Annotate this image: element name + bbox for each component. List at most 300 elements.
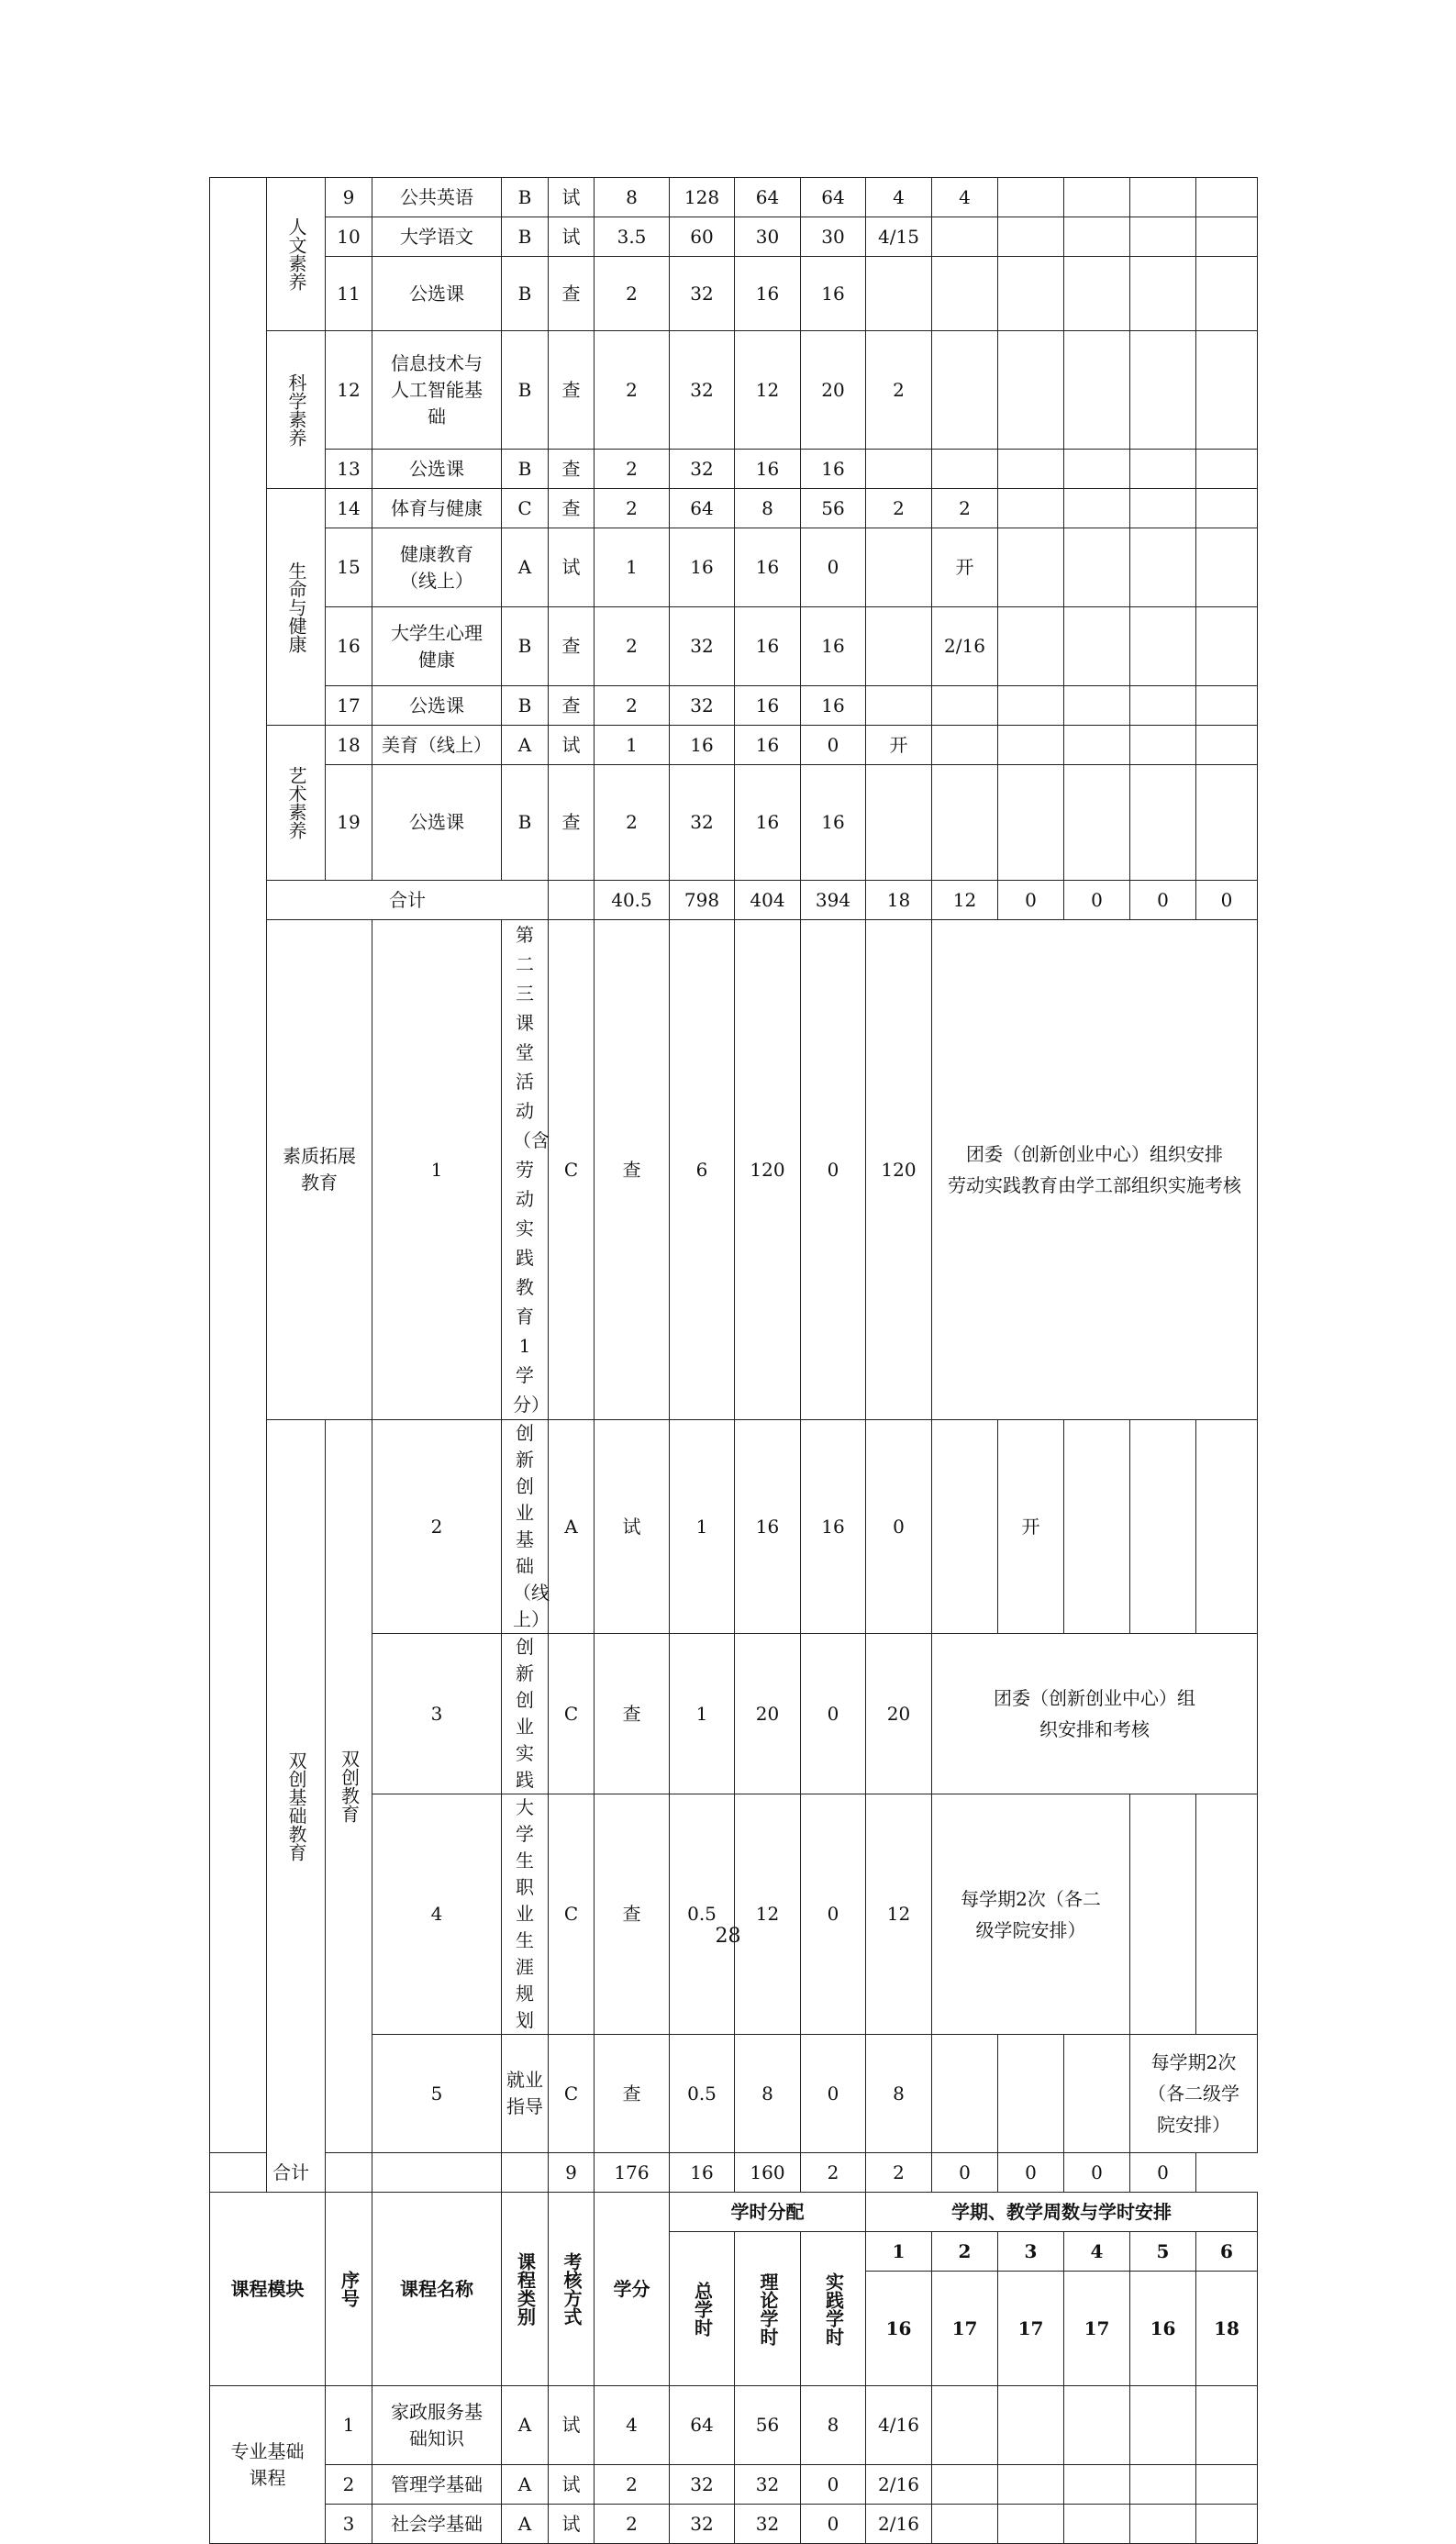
semester-4-hours — [1064, 450, 1130, 489]
course-name: 公选课 — [372, 257, 502, 331]
course-theory-hours: 30 — [735, 217, 801, 257]
course-practice-hours: 16 — [801, 450, 866, 489]
course-credit: 1 — [670, 1634, 735, 1794]
course-practice-hours: 16 — [801, 607, 866, 686]
table-row — [210, 1420, 1258, 1634]
header-practice-hours: 实践学时 — [801, 2232, 866, 2386]
course-total-hours: 32 — [670, 765, 735, 881]
course-exam: 试 — [549, 2465, 595, 2505]
course-total-hours: 120 — [735, 920, 801, 1420]
course-practice-hours: 0 — [801, 2505, 866, 2544]
course-credit: 2 — [595, 686, 670, 726]
course-no: 17 — [326, 686, 372, 726]
course-no: 2 — [372, 1420, 502, 1634]
semester-2-hours: 2 — [932, 489, 998, 528]
course-type: A — [549, 1420, 595, 1634]
course-no: 2 — [326, 2465, 372, 2505]
header-semester-number: 2 — [932, 2232, 998, 2272]
header-module: 课程模块 — [210, 2193, 326, 2386]
course-name: 体育与健康 — [372, 489, 502, 528]
subtotal-semester-3: 0 — [932, 2153, 998, 2193]
course-total-hours: 32 — [670, 450, 735, 489]
course-total-hours: 32 — [670, 2465, 735, 2505]
course-credit: 2 — [595, 765, 670, 881]
course-name: 管理学基础 — [372, 2465, 502, 2505]
subtotal-semester-4: 0 — [998, 2153, 1064, 2193]
course-practice-hours: 16 — [801, 765, 866, 881]
semester-2-hours: 4 — [932, 178, 998, 217]
table-row — [210, 607, 1258, 686]
semester-1-hours: 开 — [866, 726, 932, 765]
header-semester-number: 1 — [866, 2232, 932, 2272]
group-label-dual-module: 双创基础教育 — [267, 1420, 326, 2193]
course-theory-hours: 16 — [735, 450, 801, 489]
course-practice-hours: 16 — [801, 257, 866, 331]
semester-3-hours — [998, 257, 1064, 331]
semester-6-hours — [1196, 450, 1258, 489]
semester-1-hours — [866, 528, 932, 607]
arrangement-note: 团委（创新创业中心）组织安排和考核 — [932, 1634, 1258, 1794]
course-theory-hours: 0 — [801, 2035, 866, 2153]
subtotal-credit: 40.5 — [595, 881, 670, 920]
semester-5-hours — [1130, 331, 1196, 450]
subtotal-semester-3: 0 — [998, 881, 1064, 920]
module-cell-blank — [210, 178, 267, 2153]
course-no: 14 — [326, 489, 372, 528]
semester-1-hours — [866, 765, 932, 881]
semester-3-hours — [998, 450, 1064, 489]
semester-5-hours — [1130, 489, 1196, 528]
header-theory-hours: 理论学时 — [735, 2232, 801, 2386]
course-theory-hours: 16 — [735, 726, 801, 765]
semester-2-hours — [932, 686, 998, 726]
course-total-hours: 32 — [670, 686, 735, 726]
subtotal-total-hours: 798 — [670, 881, 735, 920]
header-no: 序号 — [326, 2193, 372, 2386]
group-label-quality: 素质拓展教育 — [267, 920, 372, 1420]
course-exam: 查 — [549, 257, 595, 331]
course-no: 19 — [326, 765, 372, 881]
course-type: B — [502, 257, 549, 331]
subtotal-empty — [502, 2153, 549, 2193]
semester-6-hours — [1196, 528, 1258, 607]
course-no: 16 — [326, 607, 372, 686]
header-semester-number: 6 — [1196, 2232, 1258, 2272]
header-teaching-weeks: 17 — [998, 2272, 1064, 2386]
table-row — [210, 686, 1258, 726]
semester-1-hours: 2 — [866, 489, 932, 528]
course-type: B — [502, 178, 549, 217]
course-type: B — [502, 450, 549, 489]
semester-4-hours — [1064, 257, 1130, 331]
semester-6-hours — [1196, 2386, 1258, 2465]
group-label-life-health: 生命与健康 — [267, 489, 326, 726]
semester-2-hours — [932, 2465, 998, 2505]
table-row — [210, 257, 1258, 331]
course-theory-hours: 0 — [801, 920, 866, 1420]
course-type: A — [502, 2386, 549, 2465]
course-total-hours: 32 — [670, 257, 735, 331]
course-exam: 查 — [549, 450, 595, 489]
table-row — [210, 765, 1258, 881]
table-row — [210, 920, 1258, 1420]
semester-6-hours — [1196, 765, 1258, 881]
course-practice-hours: 16 — [801, 686, 866, 726]
group-label-dual-education: 双创教育 — [326, 1420, 372, 2153]
semester-4-hours — [1130, 1420, 1196, 1634]
course-credit: 0.5 — [670, 2035, 735, 2153]
course-type: A — [502, 2465, 549, 2505]
header-hours: 学时分配 — [670, 2193, 866, 2232]
semester-6-hours — [1196, 607, 1258, 686]
semester-6-hours — [1196, 489, 1258, 528]
subtotal-semester-5: 0 — [1064, 2153, 1130, 2193]
semester-6-hours — [1196, 331, 1258, 450]
subtotal-practice-hours: 394 — [801, 881, 866, 920]
semester-3-hours — [998, 607, 1064, 686]
course-credit: 2 — [595, 607, 670, 686]
semester-5-hours — [1130, 450, 1196, 489]
subtotal-practice-hours: 160 — [735, 2153, 801, 2193]
course-total-hours: 32 — [670, 607, 735, 686]
course-type: C — [549, 2035, 595, 2153]
course-total-hours: 12 — [735, 1794, 801, 2035]
course-practice-hours: 20 — [801, 331, 866, 450]
course-no: 1 — [372, 920, 502, 1420]
arrangement-note-line: 团委（创新创业中心）组织安排 — [966, 1143, 1223, 1165]
semester-1-hours: 4/15 — [866, 217, 932, 257]
semester-5-hours — [1196, 1420, 1258, 1634]
semester-2-hours: 开 — [998, 1420, 1064, 1634]
course-theory-hours: 32 — [735, 2465, 801, 2505]
semester-6-hours — [1196, 726, 1258, 765]
semester-4-hours — [1064, 331, 1130, 450]
course-exam: 查 — [549, 607, 595, 686]
subtotal-label: 合计 — [267, 881, 549, 920]
table-row — [210, 217, 1258, 257]
course-name: 大学语文 — [372, 217, 502, 257]
semester-3-hours — [1064, 1420, 1130, 1634]
course-no: 11 — [326, 257, 372, 331]
course-type: B — [502, 765, 549, 881]
course-total-hours: 16 — [670, 726, 735, 765]
table-row — [210, 528, 1258, 607]
header-course-name: 课程名称 — [372, 2193, 502, 2386]
course-theory-hours: 32 — [735, 2505, 801, 2544]
course-no: 18 — [326, 726, 372, 765]
course-exam: 试 — [549, 726, 595, 765]
course-name: 第二三课堂活动（含劳动实践教育1学分） — [502, 920, 549, 1420]
header-teaching-weeks: 17 — [932, 2272, 998, 2386]
course-theory-hours: 64 — [735, 178, 801, 217]
semester-5-hours — [1130, 257, 1196, 331]
semester-2-hours — [932, 217, 998, 257]
course-total-hours: 16 — [735, 1420, 801, 1634]
course-name: 大学生职业生涯规划 — [502, 1794, 549, 2035]
header-teaching-weeks: 17 — [1064, 2272, 1130, 2386]
course-theory-hours: 16 — [735, 528, 801, 607]
course-credit: 8 — [595, 178, 670, 217]
course-name: 就业指导 — [502, 2035, 549, 2153]
table-row — [210, 178, 1258, 217]
course-credit: 2 — [595, 489, 670, 528]
semester-4-hours — [1064, 489, 1130, 528]
semester-3-hours — [998, 178, 1064, 217]
course-credit: 1 — [595, 726, 670, 765]
semester-2-hours — [932, 257, 998, 331]
subtotal-row — [210, 2153, 1258, 2193]
semester-5-hours — [1130, 765, 1196, 881]
course-practice-hours: 120 — [866, 920, 932, 1420]
course-total-hours: 8 — [735, 2035, 801, 2153]
header-semester-number: 3 — [998, 2232, 1064, 2272]
header-teaching-weeks: 16 — [866, 2272, 932, 2386]
semester-3-hours — [998, 686, 1064, 726]
course-credit: 6 — [670, 920, 735, 1420]
course-exam: 查 — [595, 2035, 670, 2153]
course-no: 3 — [326, 2505, 372, 2544]
course-name: 健康教育（线上） — [372, 528, 502, 607]
arrangement-note — [932, 920, 1258, 1420]
course-type: C — [502, 489, 549, 528]
course-exam: 试 — [549, 178, 595, 217]
course-exam: 试 — [549, 2505, 595, 2544]
course-practice-hours: 0 — [801, 726, 866, 765]
subtotal-total-hours: 176 — [595, 2153, 670, 2193]
semester-2-hours — [932, 450, 998, 489]
semester-4-hours — [1064, 686, 1130, 726]
course-theory-hours: 16 — [735, 765, 801, 881]
course-total-hours: 32 — [670, 2505, 735, 2544]
course-exam: 查 — [549, 686, 595, 726]
semester-3-hours — [998, 2465, 1064, 2505]
semester-1-hours — [866, 450, 932, 489]
semester-2-hours: 2/16 — [932, 607, 998, 686]
subtotal-semester-1: 18 — [866, 881, 932, 920]
semester-5-hours — [1130, 686, 1196, 726]
arrangement-note: 每学期2次（各二级学院安排） — [1130, 2035, 1258, 2153]
table-row — [210, 2465, 1258, 2505]
course-type: C — [549, 1794, 595, 2035]
header-course-type: 课程类别 — [502, 2193, 549, 2386]
header-credit: 学分 — [595, 2193, 670, 2386]
semester-5-hours — [1130, 607, 1196, 686]
subtotal-theory-hours: 16 — [670, 2153, 735, 2193]
semester-6-hours — [1196, 2465, 1258, 2505]
header-exam-method: 考核方式 — [549, 2193, 595, 2386]
course-credit: 2 — [595, 2505, 670, 2544]
semester-6-hours — [1196, 686, 1258, 726]
course-no: 5 — [372, 2035, 502, 2153]
semester-1-hours: 2/16 — [866, 2505, 932, 2544]
semester-4-hours — [1064, 217, 1130, 257]
course-name: 大学生心理健康 — [372, 607, 502, 686]
course-name: 公选课 — [372, 450, 502, 489]
course-credit: 1 — [595, 528, 670, 607]
course-practice-hours: 8 — [866, 2035, 932, 2153]
course-name: 创新创业基础（线上） — [502, 1420, 549, 1634]
semester-4-hours — [1064, 528, 1130, 607]
semester-6-hours — [1196, 2505, 1258, 2544]
semester-4-hours — [1130, 1794, 1196, 2035]
course-practice-hours: 0 — [801, 2465, 866, 2505]
semester-3-hours — [998, 765, 1064, 881]
semester-5-hours — [1130, 528, 1196, 607]
course-theory-hours: 0 — [801, 1634, 866, 1794]
semester-2-hours — [932, 2505, 998, 2544]
group-label-humanities: 人文素养 — [267, 178, 326, 331]
semester-5-hours — [1130, 726, 1196, 765]
course-type: A — [502, 528, 549, 607]
semester-4-hours — [1064, 607, 1130, 686]
course-total-hours: 60 — [670, 217, 735, 257]
semester-2-hours — [932, 765, 998, 881]
semester-1-hours — [932, 2035, 998, 2153]
semester-4-hours — [1064, 2465, 1130, 2505]
curriculum-table — [209, 177, 1258, 2544]
course-name: 公选课 — [372, 765, 502, 881]
course-type: B — [502, 686, 549, 726]
course-type: B — [502, 607, 549, 686]
semester-6-hours — [1196, 178, 1258, 217]
subtotal-semester-1: 2 — [801, 2153, 866, 2193]
semester-2-hours: 开 — [932, 528, 998, 607]
table-row — [210, 2386, 1258, 2465]
subtotal-semester-6: 0 — [1196, 881, 1258, 920]
semester-3-hours — [998, 2386, 1064, 2465]
subtotal-semester-2: 12 — [932, 881, 998, 920]
course-credit: 3.5 — [595, 217, 670, 257]
semester-6-hours — [1196, 217, 1258, 257]
header-semester: 学期、教学周数与学时安排 — [866, 2193, 1258, 2232]
semester-4-hours — [1064, 178, 1130, 217]
semester-5-hours — [1130, 2505, 1196, 2544]
subtotal-empty — [372, 2153, 502, 2193]
subtotal-label: 合计 — [210, 2153, 372, 2193]
course-name: 信息技术与人工智能基础 — [372, 331, 502, 450]
course-name: 公共英语 — [372, 178, 502, 217]
semester-3-hours — [998, 489, 1064, 528]
arrangement-note: 每学期2次（各二级学院安排） — [932, 1794, 1130, 2035]
semester-2-hours — [932, 331, 998, 450]
course-credit: 2 — [595, 450, 670, 489]
semester-5-hours — [1130, 2465, 1196, 2505]
course-credit: 1 — [670, 1420, 735, 1634]
course-exam: 查 — [595, 1794, 670, 2035]
course-practice-hours: 56 — [801, 489, 866, 528]
course-type: A — [502, 2505, 549, 2544]
course-theory-hours: 56 — [735, 2386, 801, 2465]
course-exam: 试 — [549, 528, 595, 607]
course-exam: 试 — [595, 1420, 670, 1634]
semester-4-hours — [1064, 765, 1130, 881]
semester-4-hours — [1064, 2505, 1130, 2544]
header-semester-number: 5 — [1130, 2232, 1196, 2272]
course-name: 公选课 — [372, 686, 502, 726]
semester-5-hours — [1130, 217, 1196, 257]
semester-3-hours — [1064, 2035, 1130, 2153]
header-teaching-weeks: 16 — [1130, 2272, 1196, 2386]
semester-1-hours — [866, 257, 932, 331]
course-practice-hours: 8 — [801, 2386, 866, 2465]
subtotal-empty — [549, 881, 595, 920]
group-label-science: 科学素养 — [267, 331, 326, 489]
semester-5-hours — [1130, 178, 1196, 217]
course-name: 家政服务基础知识 — [372, 2386, 502, 2465]
header-semester-number: 4 — [1064, 2232, 1130, 2272]
course-credit: 0.5 — [670, 1794, 735, 2035]
course-theory-hours: 12 — [735, 331, 801, 450]
course-exam: 查 — [549, 489, 595, 528]
semester-2-hours — [932, 2386, 998, 2465]
semester-1-hours — [866, 607, 932, 686]
course-total-hours: 64 — [670, 489, 735, 528]
semester-3-hours — [998, 528, 1064, 607]
course-practice-hours: 30 — [801, 217, 866, 257]
course-exam: 查 — [595, 920, 670, 1420]
semester-1-hours: 2 — [866, 331, 932, 450]
course-credit: 2 — [595, 331, 670, 450]
course-exam: 试 — [549, 2386, 595, 2465]
course-total-hours: 32 — [670, 331, 735, 450]
table-row — [210, 2505, 1258, 2544]
course-credit: 2 — [595, 257, 670, 331]
group-label-art: 艺术素养 — [267, 726, 326, 881]
course-no: 1 — [326, 2386, 372, 2465]
course-type: C — [549, 920, 595, 1420]
course-total-hours: 20 — [735, 1634, 801, 1794]
course-no: 4 — [372, 1794, 502, 2035]
subtotal-semester-5: 0 — [1130, 881, 1196, 920]
course-no: 12 — [326, 331, 372, 450]
course-exam: 试 — [549, 217, 595, 257]
subtotal-semester-4: 0 — [1064, 881, 1130, 920]
table-row — [210, 450, 1258, 489]
header-row — [210, 2193, 1258, 2232]
course-name: 社会学基础 — [372, 2505, 502, 2544]
course-total-hours: 16 — [670, 528, 735, 607]
course-theory-hours: 16 — [735, 257, 801, 331]
semester-5-hours — [1130, 2386, 1196, 2465]
course-practice-hours: 20 — [866, 1634, 932, 1794]
course-credit: 4 — [595, 2386, 670, 2465]
course-type: A — [502, 726, 549, 765]
table-row — [210, 331, 1258, 450]
semester-1-hours: 2/16 — [866, 2465, 932, 2505]
course-exam: 查 — [595, 1634, 670, 1794]
table-row — [210, 726, 1258, 765]
course-total-hours: 64 — [670, 2386, 735, 2465]
semester-4-hours — [1064, 726, 1130, 765]
subtotal-theory-hours: 404 — [735, 881, 801, 920]
course-no: 3 — [372, 1634, 502, 1794]
header-teaching-weeks: 18 — [1196, 2272, 1258, 2386]
subtotal-row — [210, 881, 1258, 920]
semester-2-hours — [932, 726, 998, 765]
course-name: 创新创业实践 — [502, 1634, 549, 1794]
course-theory-hours: 16 — [735, 607, 801, 686]
course-total-hours: 128 — [670, 178, 735, 217]
course-no: 9 — [326, 178, 372, 217]
course-theory-hours: 8 — [735, 489, 801, 528]
course-no: 10 — [326, 217, 372, 257]
course-theory-hours: 0 — [801, 1794, 866, 2035]
semester-1-hours — [866, 686, 932, 726]
semester-4-hours — [1064, 2386, 1130, 2465]
semester-3-hours — [998, 331, 1064, 450]
semester-1-hours — [932, 1420, 998, 1634]
semester-1-hours: 4/16 — [866, 2386, 932, 2465]
